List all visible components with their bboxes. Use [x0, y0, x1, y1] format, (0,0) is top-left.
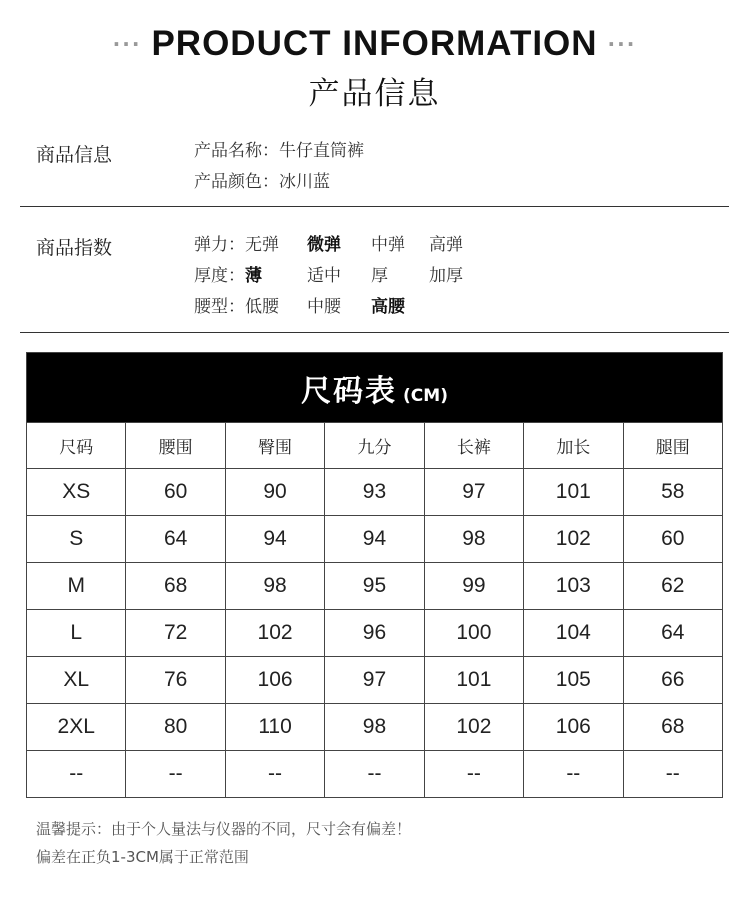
table-cell: 106	[225, 657, 324, 704]
table-cell: 60	[126, 469, 225, 516]
table-cell: 94	[325, 516, 424, 563]
waist-type-row	[194, 292, 463, 323]
table-cell: --	[325, 751, 424, 798]
table-cell: 58	[623, 469, 722, 516]
table-cell: --	[126, 751, 225, 798]
thickness-row	[194, 261, 463, 292]
table-cell: 101	[524, 469, 623, 516]
table-row	[27, 657, 723, 704]
table-cell: --	[524, 751, 623, 798]
title-english: PRODUCT INFORMATION	[151, 24, 598, 63]
table-cell: 102	[225, 610, 324, 657]
table-cell: 68	[623, 704, 722, 751]
elasticity-prefix: 弹力：	[194, 235, 245, 255]
table-cell: 94	[225, 516, 324, 563]
table-cell: 106	[524, 704, 623, 751]
table-cell: 97	[325, 657, 424, 704]
table-cell: 102	[524, 516, 623, 563]
table-cell: 105	[524, 657, 623, 704]
divider-bottom	[20, 332, 729, 333]
table-cell: 110	[225, 704, 324, 751]
size-chart-title: 尺码表	[301, 373, 398, 409]
column-header: 尺码	[27, 423, 126, 469]
table-cell: 80	[126, 704, 225, 751]
column-header: 腰围	[126, 423, 225, 469]
table-cell: 93	[325, 469, 424, 516]
table-cell: 95	[325, 563, 424, 610]
table-cell: 98	[225, 563, 324, 610]
table-cell: --	[27, 751, 126, 798]
table-cell: 90	[225, 469, 324, 516]
column-header: 九分	[325, 423, 424, 469]
table-cell: 99	[424, 563, 523, 610]
decorative-dots-right: ···	[607, 32, 637, 56]
page-header	[0, 24, 749, 113]
table-cell: 76	[126, 657, 225, 704]
column-header: 腿围	[623, 423, 722, 469]
table-row	[27, 751, 723, 798]
product-name-line: 产品名称：牛仔直筒裤	[194, 141, 364, 161]
size-chart-header-row	[27, 423, 723, 469]
table-cell: 97	[424, 469, 523, 516]
table-cell: 98	[424, 516, 523, 563]
table-cell: --	[623, 751, 722, 798]
column-header: 加长	[524, 423, 623, 469]
goods-index-label: 商品指数	[36, 237, 113, 259]
title-line	[0, 24, 749, 64]
goods-info-lines	[194, 136, 364, 198]
divider-top	[20, 206, 729, 207]
thickness-option-thin: 薄	[245, 266, 262, 286]
table-cell: M	[27, 563, 126, 610]
thickness-prefix: 厚度：	[194, 266, 245, 286]
measurement-note-line-1: 温馨提示：由于个人量法与仪器的不同，尺寸会有偏差！	[36, 820, 412, 838]
table-cell: XL	[27, 657, 126, 704]
table-cell: 101	[424, 657, 523, 704]
size-chart-unit: (CM)	[403, 385, 448, 406]
table-cell: 60	[623, 516, 722, 563]
table-cell: 103	[524, 563, 623, 610]
table-cell: 62	[623, 563, 722, 610]
goods-info-label: 商品信息	[36, 144, 113, 166]
thickness-option-medium: 适中	[307, 266, 341, 286]
product-color-line: 产品颜色：冰川蓝	[194, 172, 330, 192]
table-row	[27, 516, 723, 563]
table-row	[27, 610, 723, 657]
table-cell: 104	[524, 610, 623, 657]
elasticity-row	[194, 230, 463, 261]
column-header: 长裤	[424, 423, 523, 469]
table-row	[27, 563, 723, 610]
waist-type-prefix: 腰型：	[194, 297, 245, 317]
table-cell: 2XL	[27, 704, 126, 751]
elasticity-option-slight: 微弹	[307, 235, 341, 255]
table-cell: 64	[126, 516, 225, 563]
decorative-dots-left: ···	[112, 32, 142, 56]
elasticity-option-none: 无弹	[245, 235, 279, 255]
title-chinese: 产品信息	[308, 76, 441, 112]
table-row	[27, 469, 723, 516]
waist-option-high: 高腰	[371, 297, 405, 317]
column-header: 臀围	[225, 423, 324, 469]
waist-option-low: 低腰	[245, 297, 279, 317]
size-chart-title-row	[27, 353, 723, 423]
table-cell: 72	[126, 610, 225, 657]
table-row	[27, 704, 723, 751]
table-cell: 68	[126, 563, 225, 610]
table-cell: 66	[623, 657, 722, 704]
table-cell: 100	[424, 610, 523, 657]
thickness-option-extra-thick: 加厚	[429, 266, 463, 286]
elasticity-option-medium: 中弹	[371, 235, 405, 255]
thickness-option-thick: 厚	[371, 266, 388, 286]
table-cell: 98	[325, 704, 424, 751]
table-cell: --	[225, 751, 324, 798]
table-cell: L	[27, 610, 126, 657]
size-chart-title-cell	[27, 353, 723, 423]
table-cell: 102	[424, 704, 523, 751]
goods-index-lines	[194, 230, 463, 323]
table-cell: S	[27, 516, 126, 563]
waist-option-mid: 中腰	[307, 297, 341, 317]
table-cell: --	[424, 751, 523, 798]
size-chart-table	[26, 352, 723, 798]
table-cell: 96	[325, 610, 424, 657]
table-cell: 64	[623, 610, 722, 657]
measurement-note-line-2: 偏差在正负1-3CM属于正常范围	[36, 848, 249, 866]
elasticity-option-high: 高弹	[429, 235, 463, 255]
table-cell: XS	[27, 469, 126, 516]
